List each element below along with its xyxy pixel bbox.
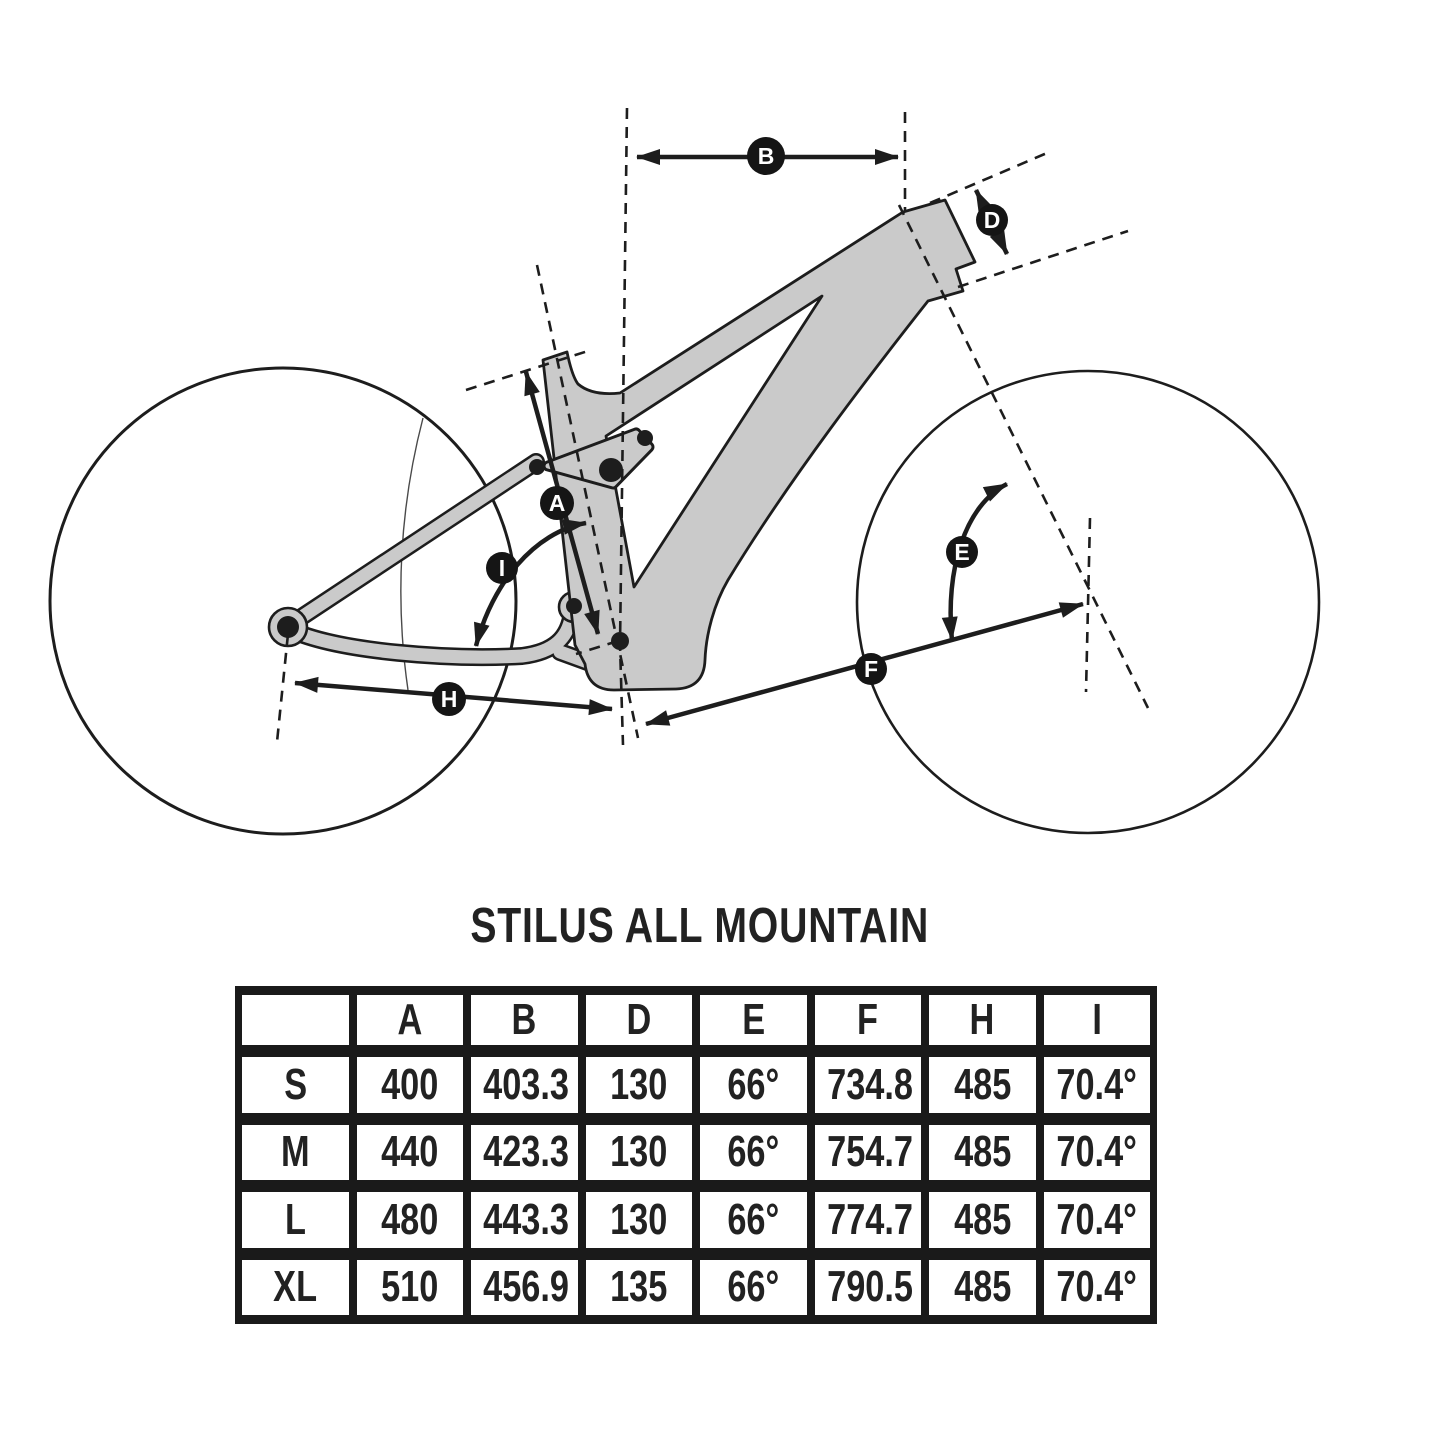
seatstay-pivot-dot (529, 459, 545, 475)
col-header-D: D (582, 989, 697, 1051)
value-cell: 70.4° (1040, 1051, 1155, 1119)
value-cell: 485 (925, 1254, 1040, 1322)
badge-H (432, 682, 466, 716)
badge-B (747, 137, 785, 175)
svg-text:I: I (498, 555, 506, 581)
value-cell: 734.8 (811, 1051, 926, 1119)
page-title-text: STILUS ALL MOUNTAIN (470, 899, 930, 953)
lower-link-pivot-dot (566, 598, 582, 614)
size-cell: XL (238, 1254, 353, 1322)
badge-F (855, 653, 887, 685)
badge-E (946, 536, 978, 568)
col-header-empty (238, 989, 353, 1051)
svg-text:E: E (954, 539, 970, 565)
col-header-B: B (467, 989, 582, 1051)
size-cell: S (238, 1051, 353, 1119)
rocker-main-pivot-dot (599, 458, 623, 482)
page-title (0, 898, 1400, 954)
value-cell: 66° (696, 1186, 811, 1254)
value-cell: 774.7 (811, 1186, 926, 1254)
value-cell: 485 (925, 1119, 1040, 1187)
value-cell: 440 (353, 1119, 468, 1187)
value-cell: 510 (353, 1254, 468, 1322)
chainstay (291, 612, 604, 668)
value-cell: 443.3 (467, 1186, 582, 1254)
svg-text:H: H (440, 686, 458, 712)
rocker-top-pivot-dot (637, 430, 653, 446)
col-header-H: H (925, 989, 1040, 1051)
value-cell: 456.9 (467, 1254, 582, 1322)
value-cell: 403.3 (467, 1051, 582, 1119)
value-cell: 790.5 (811, 1254, 926, 1322)
svg-text:B: B (757, 143, 775, 169)
table-row-XL (238, 1254, 1154, 1322)
value-cell: 423.3 (467, 1119, 582, 1187)
value-cell: 130 (582, 1119, 697, 1187)
value-cell: 135 (582, 1254, 697, 1322)
rear-axle-dot (277, 616, 299, 638)
bottom-bracket-dot (611, 632, 629, 650)
size-table-body (238, 1051, 1154, 1321)
size-cell: M (238, 1119, 353, 1187)
value-cell: 754.7 (811, 1119, 926, 1187)
value-cell: 130 (582, 1186, 697, 1254)
svg-text:F: F (863, 656, 879, 682)
geometry-table (235, 986, 1157, 1324)
value-cell: 66° (696, 1119, 811, 1187)
value-cell: 485 (925, 1186, 1040, 1254)
value-cell: 400 (353, 1051, 468, 1119)
table-header-row (238, 989, 1154, 1051)
table-row-S (238, 1051, 1154, 1119)
steering-axis-line (899, 205, 1148, 708)
rear-wheel (50, 368, 516, 834)
badge-D (976, 204, 1008, 236)
col-header-A: A (353, 989, 468, 1051)
table-row-M (238, 1119, 1154, 1187)
badge-A (540, 486, 574, 520)
svg-text:A: A (548, 490, 566, 516)
front-axle-vertical-line (1086, 518, 1090, 692)
value-cell: 66° (696, 1051, 811, 1119)
value-cell: 70.4° (1040, 1186, 1155, 1254)
seatstay (291, 462, 536, 624)
headtube-bottom-line (958, 231, 1128, 287)
badge-I (486, 552, 518, 584)
svg-text:D: D (983, 207, 1001, 233)
col-header-E: E (696, 989, 811, 1051)
value-cell: 130 (582, 1051, 697, 1119)
value-cell: 480 (353, 1186, 468, 1254)
value-cell: 485 (925, 1051, 1040, 1119)
col-header-I: I (1040, 989, 1155, 1051)
value-cell: 70.4° (1040, 1119, 1155, 1187)
table-row-L (238, 1186, 1154, 1254)
col-header-F: F (811, 989, 926, 1051)
value-cell: 66° (696, 1254, 811, 1322)
size-cell: L (238, 1186, 353, 1254)
value-cell: 70.4° (1040, 1254, 1155, 1322)
rear-axle-vertical-line (277, 634, 288, 742)
headtube-top-line (930, 153, 1047, 203)
